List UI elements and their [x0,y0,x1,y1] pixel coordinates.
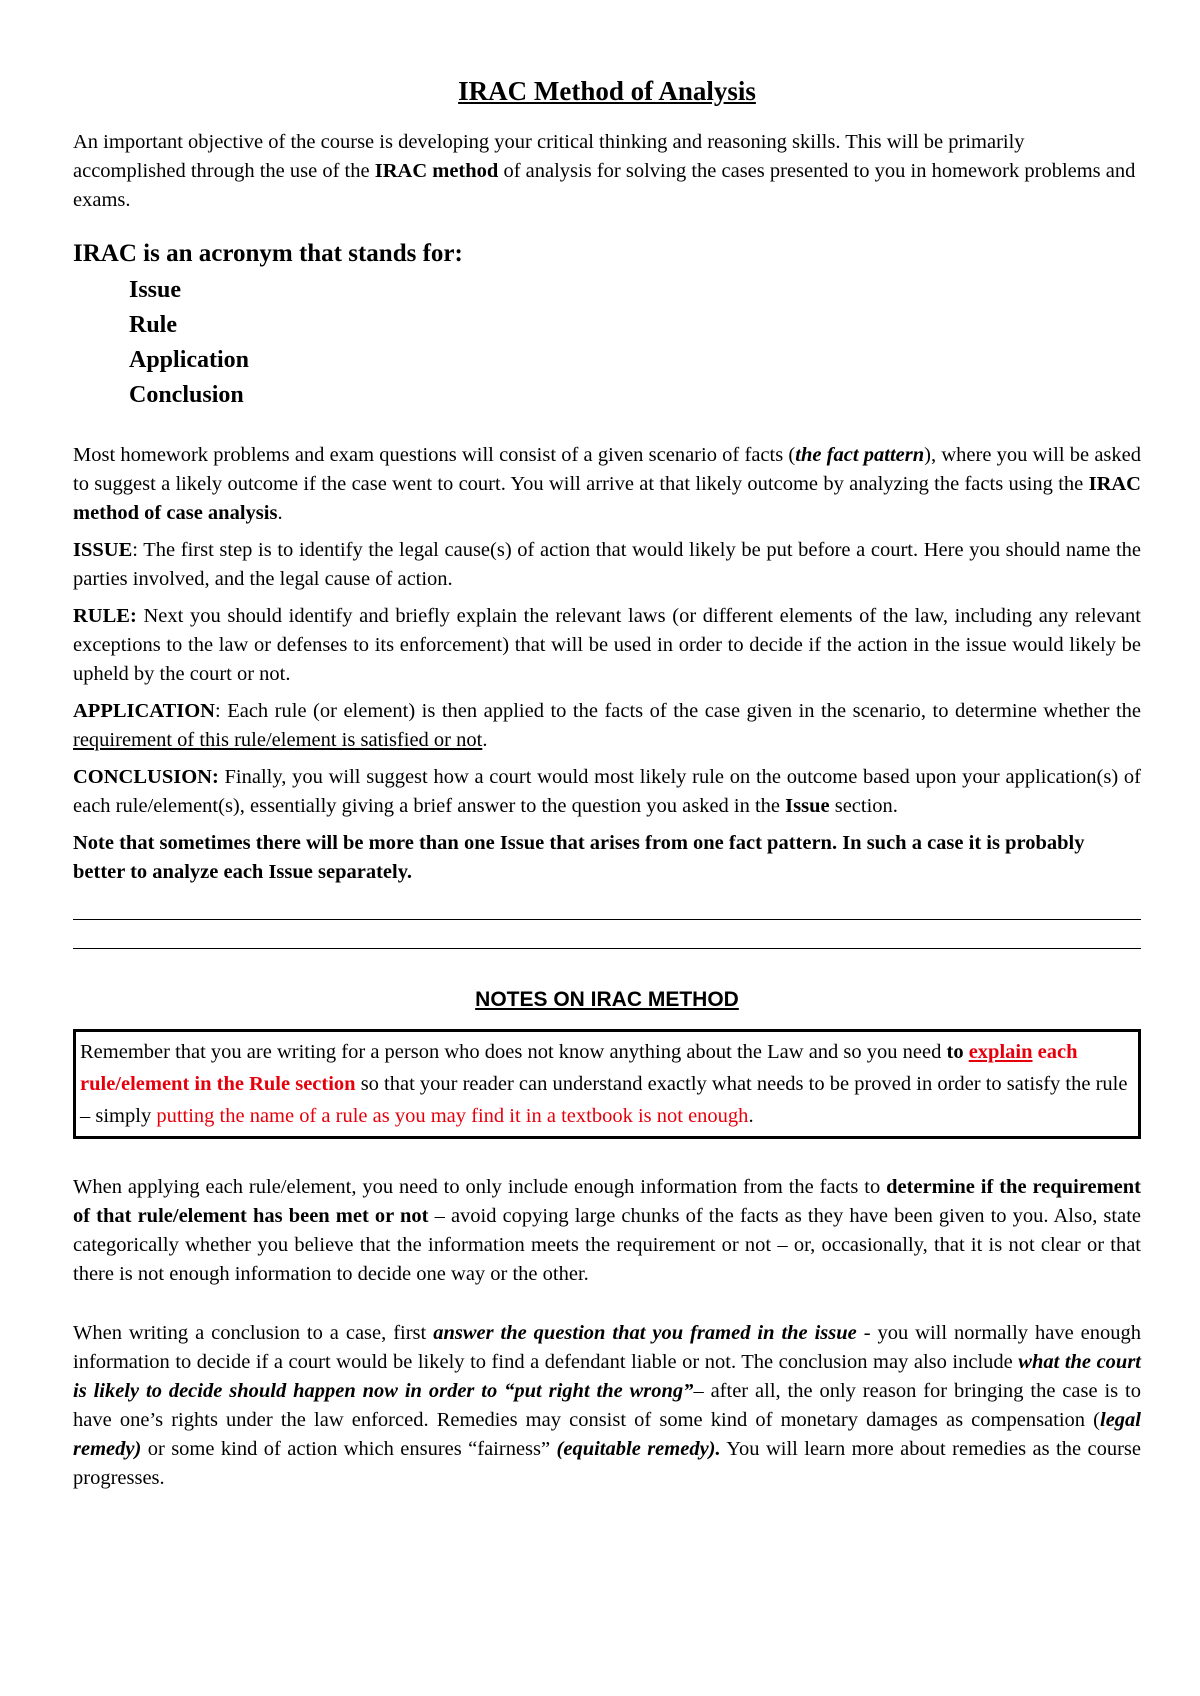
notes-box-text: Remember that you are writing for a person who does not know anything about the Law and so you need [80,1041,947,1063]
writing-conclusion-text: When writing a conclusion to a case, first [73,1322,434,1344]
intro-text-end: of analysis for solving the cases presented to you in homework problems and exams. [73,160,1136,211]
application-paragraph [73,697,1141,755]
applying-emphasis: determine if the requirement of that rule/element has been met or not [73,1176,1141,1227]
conclusion-paragraph [73,763,1141,821]
notes-heading: NOTES ON IRAC METHOD [475,988,739,1011]
conclusion-issue-word: Issue [785,795,830,817]
application-label: APPLICATION [73,700,215,722]
notes-box-rule-section: each rule/element in the Rule section [80,1041,1078,1095]
intro-irac-method: IRAC method [374,160,499,182]
acronym-item-issue: Issue [129,277,182,303]
acronym-item-application: Application [129,347,250,373]
notes-box-text-end: . [748,1105,754,1127]
notes-box [73,1029,1141,1139]
writing-conclusion-put-right: what the court is likely to decide should happen now in order to “put right the wrong” [73,1351,1141,1402]
acronym-heading: IRAC is an acronym that stands for: [73,240,463,267]
page-title: IRAC Method of Analysis [458,76,756,106]
overview-irac-case-analysis: IRAC method of case analysis [73,473,1141,524]
application-text: : Each rule (or element) is then applied to the facts of the case given in the scenario, to determine whether the [215,700,1141,722]
overview-text-end: . [277,502,283,524]
divider-line [73,948,1141,949]
intro-paragraph [73,128,1141,215]
writing-conclusion-text-mid: - you will normally have enough information to decide if a court would be likely to find a defendant liable or not. The conclusion may also include [73,1322,1141,1373]
document-page [73,0,1141,1493]
writing-conclusion-legal-remedy: legal remedy) [73,1409,1141,1460]
overview-text: Most homework problems and exam questions will consist of a given scenario of facts ( [73,444,796,466]
separate-issues-note: Note that sometimes there will be more than one Issue that arises from one fact pattern. In such a case it is probably better to analyze each Issue separately. [73,832,1085,883]
overview-text-mid: ), where you will be asked to suggest a likely outcome if the case went to court. You will arrive at that likely outcome by analyzing the facts using the [73,444,1142,495]
writing-conclusion-text-mid3: or some kind of action which ensures “fairness” [141,1438,557,1460]
notes-box-text-mid: so that your reader can understand exactly what needs to be proved in order to satisfy the rule – simply [80,1073,1128,1127]
conclusion-text-end: section. [829,795,898,817]
application-text-end: . [482,729,488,751]
writing-conclusion-text-end: You will learn more about remedies as the course progresses. [73,1438,1142,1489]
writing-conclusion-text-mid2: – after all, the only reason for bringing the case is to have one’s rights under the law enforced. Remedies may consist of some kind of monetary damages as compensation ( [73,1380,1141,1431]
applying-paragraph [73,1173,1141,1289]
writing-conclusion-equitable-remedy: (equitable remedy). [556,1438,721,1460]
overview-fact-pattern: the fact pattern [795,444,925,466]
rule-paragraph [73,602,1141,689]
rule-text: Next you should identify and briefly explain the relevant laws (or different elements of the law, including any relevant exceptions to the law or defenses to its enforcement) that will be used in order to decide if the action in the issue would likely be upheld by the court or not. [73,605,1141,685]
issue-label: ISSUE [73,539,133,561]
overview-paragraph [73,441,1141,528]
applying-text: When applying each rule/element, you need to only include enough information from the facts to [73,1176,887,1198]
writing-conclusion-answer: answer the question that you framed in the issue [433,1322,857,1344]
writing-conclusion-paragraph [73,1319,1141,1493]
issue-text: : The first step is to identify the legal cause(s) of action that would likely be put before a court. Here you should name the parties involved, and the legal cause of action. [73,539,1141,590]
rule-label: RULE: [73,605,137,627]
application-underlined: requirement of this rule/element is satisfied or not [73,729,483,751]
notes-box-explain: explain [968,1041,1033,1063]
notes-box-warning: putting the name of a rule as you may find it in a textbook is not enough [156,1105,749,1127]
acronym-list [129,273,1141,413]
conclusion-label: CONCLUSION: [73,766,219,788]
acronym-item-conclusion: Conclusion [129,382,244,408]
notes-box-to: to [946,1041,964,1063]
intro-text: An important objective of the course is developing your critical thinking and reasoning skills. This will be primarily accomplished through the use of the [73,131,1025,182]
applying-text-end: – avoid copying large chunks of the facts as they have been given to you. Also, state categorically whether you believe that the information meets the requirement or not – or, occasionally, that it is not clear or that there is not enough information to decide one way or the other. [73,1205,1141,1285]
acronym-item-rule: Rule [129,312,177,338]
conclusion-text: Finally, you will suggest how a court would most likely rule on the outcome based upon your application(s) of each rule/element(s), essentially giving a brief answer to the question you asked in the [73,766,1141,817]
issue-paragraph [73,536,1141,594]
divider-line [73,919,1141,920]
